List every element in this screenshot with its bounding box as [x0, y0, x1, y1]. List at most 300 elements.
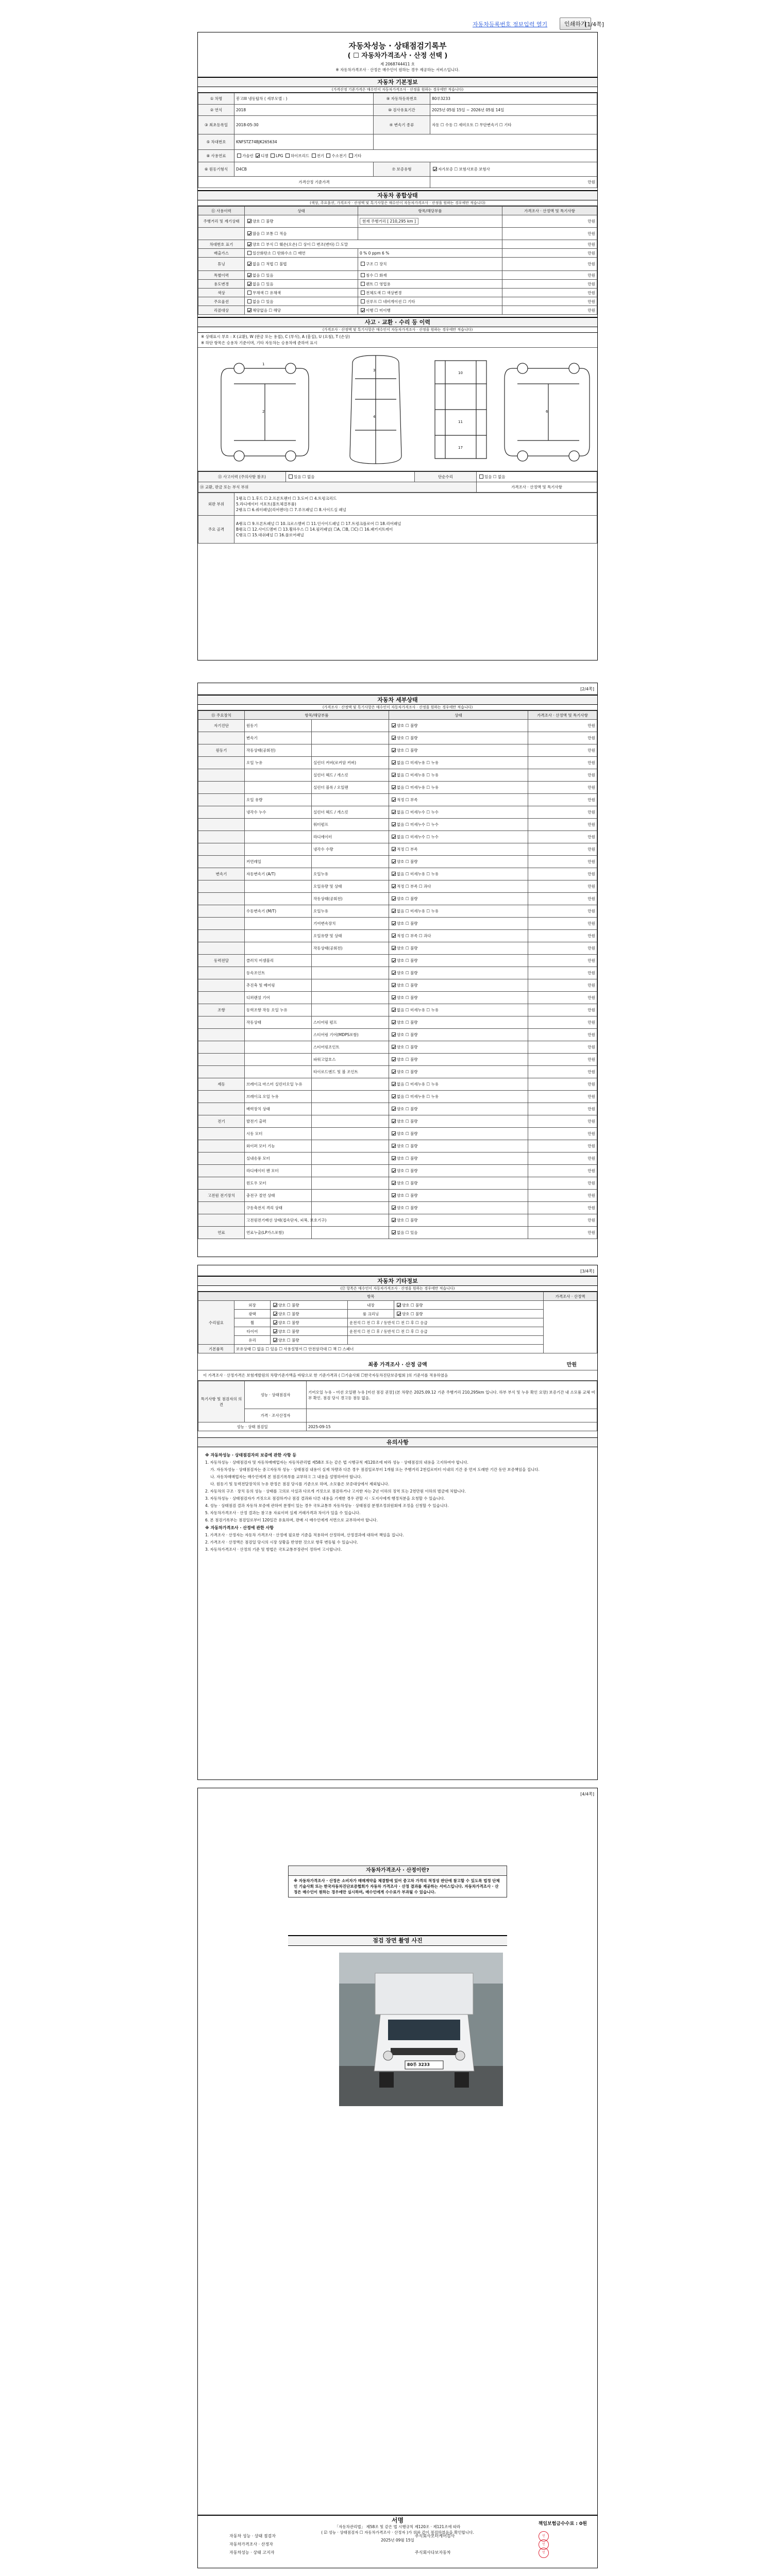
device-state [389, 831, 528, 843]
detail-row [198, 782, 597, 794]
device-item: 윈도우 모터 [245, 1177, 312, 1190]
state-text: 양호 ☐ 불량 [397, 748, 418, 753]
row-state [245, 228, 358, 240]
device-state [389, 1078, 528, 1091]
repair-state-text: 양호 ☐ 불량 [278, 1320, 299, 1325]
device-item: 수동변속기 (M/T) [245, 905, 312, 918]
won: 만원 [528, 1177, 597, 1190]
won: 만원 [528, 1165, 597, 1177]
device-part [312, 1078, 389, 1091]
accident-legend [198, 333, 597, 348]
device-state [389, 806, 528, 819]
vin: KNFSTZ74BJK265634 [234, 134, 374, 150]
won: 만원 [528, 1128, 597, 1140]
final-price-unit: 만원 [566, 1362, 577, 1368]
checkbox [397, 1303, 401, 1307]
device-group: 자기진단 [198, 720, 245, 732]
item-text: 선루프 ☐ 네비게이션 ☐ 기타 [366, 299, 415, 304]
device-group [198, 942, 245, 955]
repair-item: 룸 크리닝 [348, 1310, 394, 1318]
note-item: 4. 성능 · 상태점검 결과 자동차 보증에 관하여 분쟁이 있는 경우 국토교통부 자동차성능 · 상태점검 분쟁조정위원회에 조정을 신청할 수 있습니다. [205, 1503, 449, 1508]
detail-row [198, 1091, 597, 1103]
device-state [389, 1153, 528, 1165]
state-text: 없음 ☐ 미세누유 ☐ 누유 [397, 773, 439, 777]
appraisal-info-box [288, 1866, 507, 1897]
col-items: 항목 [198, 1292, 544, 1301]
detail-row [198, 744, 597, 757]
won: 만원 [528, 868, 597, 880]
device-state [389, 1227, 528, 1239]
device-part: 스티어링 펌프 [312, 1016, 389, 1029]
state-text: 일산화탄소 ☐ 탄화수소 ☐ 매연 [253, 250, 306, 256]
device-part: 워터펌프 [312, 819, 389, 831]
device-state [389, 843, 528, 856]
device-part: 오일누유 [312, 868, 389, 880]
checkbox [273, 1303, 277, 1307]
device-part: 실린더 커버(로커암 커버) [312, 757, 389, 769]
checkbox [247, 273, 251, 277]
repair-state [271, 1301, 348, 1310]
device-item [245, 769, 312, 782]
col-price: 가격조사 · 산정액 및 특기사항 [528, 711, 597, 720]
device-group [198, 843, 245, 856]
device-part [312, 992, 389, 1004]
checkbox [392, 1082, 396, 1086]
state-text: 양호 ☐ 불량 [397, 896, 418, 901]
state-text: 양호 ☐ 불량 [397, 1218, 418, 1223]
won: 만원 [528, 757, 597, 769]
checkbox [392, 1230, 396, 1234]
state-text: 양호 ☐ 불량 [397, 1107, 418, 1111]
device-group [198, 769, 245, 782]
checkbox [271, 154, 275, 158]
state-text: 없음 ☐ 미세누유 ☐ 누유 [397, 909, 439, 913]
warranty-value: 자가보증 ☐ 보험사보증 보험사 [438, 167, 490, 172]
checkbox [392, 1119, 396, 1123]
row-key: 색상 [198, 289, 245, 297]
label-parts-price: 가격조사 · 산정액 및 특기사항 [477, 482, 597, 493]
device-state [389, 1041, 528, 1054]
detail-row [198, 794, 597, 806]
state-text: 양호 ☐ 불량 [397, 1045, 418, 1049]
checkbox [392, 909, 396, 913]
device-item: 라디에이터 팬 모터 [245, 1165, 312, 1177]
page-4 [197, 1788, 598, 2568]
device-part [312, 979, 389, 992]
won: 만원 [502, 306, 597, 315]
device-part [312, 720, 389, 732]
repair-item: 외장 [234, 1301, 271, 1310]
detail-sub: (가격조사 · 산정액 및 특기사항은 매수인이 자동차가격조사 · 산정을 원하는 경우에만 적습니다) [198, 705, 597, 710]
won: 만원 [528, 1153, 597, 1165]
won: 만원 [528, 720, 597, 732]
device-item [245, 819, 312, 831]
checkbox [392, 1131, 396, 1136]
repair-state [394, 1310, 544, 1318]
basic-info-table [198, 93, 597, 188]
accident-table [198, 471, 597, 493]
inspector-opinion: 기어오일 누유 – 미션 오일팬 누유 [미션 점검 권장] (본 차량은 2025.09.12 기준 주행거리 210,295km 입니다. 하부 부식 및 누유 확인 요망) 보증기간 내 소모품 교체 여부 확인. 점검 당시 경고등 점등 없음. [307, 1381, 597, 1409]
won: 만원 [528, 930, 597, 942]
device-item: 원동기 [245, 720, 312, 732]
device-group [198, 1016, 245, 1029]
checkbox [392, 971, 396, 975]
detail-row [198, 1214, 597, 1227]
detail-row [198, 1165, 597, 1177]
checkbox [392, 1070, 396, 1074]
row-item [358, 289, 502, 297]
simple-repair-state [477, 472, 597, 482]
checkbox [392, 1168, 396, 1173]
won: 만원 [528, 1016, 597, 1029]
state-text: 적정 ☐ 부족 ☐ 과다 [397, 934, 431, 938]
label-first-reg: ③ 최초등록일 [198, 116, 234, 134]
page-2 [197, 683, 598, 1257]
won: 만원 [528, 880, 597, 893]
device-group [198, 1177, 245, 1190]
device-state [389, 942, 528, 955]
state-text: 없음 ☐ 있음 [253, 281, 274, 286]
won: 만원 [502, 280, 597, 289]
won: 만원 [502, 289, 597, 297]
detail-row [198, 1078, 597, 1091]
checkbox [392, 1144, 396, 1148]
device-state [389, 819, 528, 831]
label-year: ② 연식 [198, 105, 234, 116]
device-state [389, 794, 528, 806]
state-text: 없음 ☐ 미세누수 ☐ 누수 [397, 822, 439, 827]
device-state [389, 1115, 528, 1128]
state-text: 양호 ☐ 불량 [397, 946, 418, 951]
note-item: 3. 자동차성능 · 상태점검자가 거짓으로 점검하거나 점검 결과와 다른 내용을 기재한 경우 관할 시 · 도지사에게 행정처분을 요청할 수 있습니다. [205, 1496, 445, 1501]
device-group [198, 732, 245, 744]
device-item [245, 918, 312, 930]
row-item [358, 258, 502, 271]
row-state [245, 240, 502, 249]
device-state [389, 1190, 528, 1202]
repair-item: 유리 [234, 1336, 271, 1345]
won: 만원 [528, 942, 597, 955]
won: 만원 [528, 1004, 597, 1016]
detail-row [198, 880, 597, 893]
inspection-date: 2025-09-15 [307, 1422, 597, 1431]
checkbox [392, 847, 396, 851]
detail-row [198, 942, 597, 955]
state-text: 없음 ☐ 미세누유 ☐ 누유 [397, 760, 439, 765]
state-text: 양호 ☐ 불량 [397, 736, 418, 740]
state-text: 양호 ☐ 불량 [397, 1193, 418, 1198]
checkbox [247, 282, 251, 286]
signer-row [229, 2532, 593, 2540]
signers [229, 2532, 593, 2557]
won: 만원 [528, 744, 597, 757]
detail-row [198, 732, 597, 744]
col-state: 상태 [389, 711, 528, 720]
device-item [245, 942, 312, 955]
detail-row [198, 769, 597, 782]
document-subtitle: ( ☐ 자동차가격조사 · 산정 선택 ) [347, 52, 448, 60]
car-diagram [198, 348, 597, 471]
fuel-hybrid: 하이브리드 [290, 154, 310, 158]
outer-panel-label: 외판 부위 [198, 493, 234, 516]
device-item [245, 880, 312, 893]
state-text: 양호 ☐ 불량 [397, 1181, 418, 1185]
state-text: 없음 ☐ 미세누수 ☐ 누수 [397, 810, 439, 815]
device-state [389, 930, 528, 942]
won: 만원 [528, 1091, 597, 1103]
won: 만원 [502, 240, 597, 249]
won: 만원 [528, 918, 597, 930]
outer-panel-grades [234, 493, 597, 516]
device-item: 동력조향 작동 오일 누유 [245, 1004, 312, 1016]
checkbox [392, 1045, 396, 1049]
won: 만원 [528, 1115, 597, 1128]
checkbox [392, 822, 396, 826]
device-state [389, 1054, 528, 1066]
detail-row [198, 1140, 597, 1153]
device-state [389, 955, 528, 967]
device-group [198, 806, 245, 819]
accident-state [286, 472, 415, 482]
checkbox [273, 1312, 277, 1316]
mark-6: 6 [546, 410, 548, 414]
row-item [358, 297, 502, 306]
row-key: 튜닝 [198, 258, 245, 271]
row-key: 주행거리 및 계기상태 [198, 215, 245, 228]
basic-items: 보유상태 ☐ 없음 ☐ 있음 ☐ 사용설명서 ☐ 안전삼각대 ☐ 잭 ☐ 스패너 [234, 1345, 544, 1353]
signer-role: 자동차성능 · 상태 고지자 [229, 2550, 275, 2555]
won: 만원 [528, 1214, 597, 1227]
won: 만원 [502, 249, 597, 258]
page-3 [197, 1265, 598, 1780]
top-bar [0, 0, 773, 36]
device-item: 작동상태 [245, 1016, 312, 1029]
grade-a: A랭크 ☐ 9.프론트패널 ☐ 10.크로스멤버 ☐ 11.인사이드패널 ☐ 17.트렁크플로어 ☐ 18.리어패널 [236, 521, 401, 526]
signer-name: 주식회사다보자동차 [415, 2550, 451, 2555]
repair-state [271, 1310, 348, 1318]
device-state [389, 1140, 528, 1153]
device-part: 오일유량 및 상태 [312, 880, 389, 893]
checkbox [361, 299, 365, 303]
seal-icon: 인 [539, 2531, 549, 2541]
won: 만원 [528, 893, 597, 905]
col-price: 가격조사 · 산정액 및 특기사항 [502, 207, 597, 215]
device-group [198, 1041, 245, 1054]
inspector-label: 성능 · 상태점검자 [245, 1381, 307, 1409]
device-group: 제동 [198, 1078, 245, 1091]
won: 만원 [528, 1078, 597, 1091]
device-part: 기어변속장치 [312, 918, 389, 930]
device-item: 와이퍼 모터 기능 [245, 1140, 312, 1153]
repair-state-text: 양호 ☐ 불량 [278, 1302, 299, 1308]
device-state [389, 1165, 528, 1177]
detail-row [198, 1103, 597, 1115]
device-group [198, 1214, 245, 1227]
checkbox [247, 242, 251, 246]
checkbox [392, 785, 396, 789]
device-group [198, 794, 245, 806]
device-item: 오일 누유 [245, 757, 312, 769]
page-1 [197, 32, 598, 660]
signer-row [229, 2549, 593, 2557]
state-text: 없음 ☐ 미세누유 ☐ 누유 [397, 872, 439, 876]
fee: 책임보험금수수료 : 0원 [538, 2521, 587, 2527]
checkbox [392, 859, 396, 863]
other-info-sub: (⑰ 항목은 매수인이 자동차가격조사 · 산정을 원하는 경우에만 적습니다) [198, 1286, 597, 1292]
final-price-note: 이 가격조사 · 산정가격은 보험개발원의 차량기준가액을 바탕으로 한 기준가격과 ( ☐기술사회 ☐한국자동차진단보증협회 )의 기준서를 적용하였음 [198, 1370, 597, 1381]
device-state [389, 1029, 528, 1041]
device-item: 브레이크 마스터 실린더오일 누유 [245, 1078, 312, 1091]
detail-row [198, 843, 597, 856]
checkbox [361, 282, 365, 286]
label-car-name: ① 차명 [198, 93, 234, 105]
frame-label: 주요 골격 [198, 516, 234, 544]
state-text: 없음 ☐ 미세누유 ☐ 누유 [397, 1008, 439, 1012]
device-item [245, 930, 312, 942]
device-state [389, 979, 528, 992]
car-outline-diagram [198, 348, 597, 471]
checkbox [392, 798, 396, 802]
device-part [312, 955, 389, 967]
won: 만원 [528, 732, 597, 744]
device-item [245, 893, 312, 905]
checkbox [392, 1032, 396, 1037]
checkbox [247, 262, 251, 266]
device-state [389, 1103, 528, 1115]
checkbox [237, 154, 241, 158]
won: 만원 [528, 1227, 597, 1239]
state-text: 양호 ☐ 불량 [397, 1168, 418, 1173]
won: 만원 [528, 1041, 597, 1054]
row-key: 주요옵션 [198, 297, 245, 306]
col-history: ⑪ 사용이력 [198, 207, 245, 215]
note-item: 나. 자동차매매업자는 매수인에게 본 점검기록부를 교부하고 그 내용을 설명하여야 합니다. [210, 1475, 362, 1479]
detail-row [198, 1066, 597, 1078]
device-part [312, 1227, 389, 1239]
device-part: 냉각수 수량 [312, 843, 389, 856]
fuel-hydrogen: 수소전기 [331, 154, 347, 158]
device-part: 파워고압호스 [312, 1054, 389, 1066]
device-state [389, 918, 528, 930]
vehicle-info-link[interactable]: 자동차등록번호 정보입력 열기 [473, 21, 548, 28]
device-state [389, 1214, 528, 1227]
accident-header: 사고 · 교환 · 수리 등 이력 [198, 317, 597, 327]
checkbox [392, 760, 396, 765]
col-price: 가격조사 · 산정액 [544, 1292, 597, 1301]
detail-row [198, 967, 597, 979]
fuel-options [234, 150, 597, 162]
device-item: 구동축전지 격리 상태 [245, 1202, 312, 1214]
won: 만원 [528, 905, 597, 918]
device-part [312, 1202, 389, 1214]
checkbox [392, 1008, 396, 1012]
state-text: 없음 ☐ 있음 [253, 273, 274, 278]
checkbox [392, 1094, 396, 1098]
detail-row [198, 930, 597, 942]
fuel-lpg: LPG [276, 154, 283, 158]
device-part: 오일누유 [312, 905, 389, 918]
checkbox [392, 736, 396, 740]
inspection-date-label: 성능 · 상태 점검일 [198, 1422, 307, 1431]
state-text: 양호 ☐ 불량 [397, 958, 418, 963]
note-item: 1. 자동차성능 · 상태점검자 및 자동차매매업자는 자동차관리법 제58조 또는 같은 법 시행규칙 제120조에 따라 성능 · 상태점검의 내용을 고지하여야 합니다. [205, 1460, 468, 1465]
condition-sub: (색상, 주요옵션, 가격조사 · 산정액 및 특기사항은 매수인이 자동차가격조사 · 산정을 원하는 경우에만 적습니다) [198, 200, 597, 206]
device-item: 자동변속기 (A/T) [245, 868, 312, 880]
checkbox [397, 1312, 401, 1316]
signer-role: 자동차 성능 · 상태 점검자 [229, 2534, 276, 2538]
legend-line-1: ※ 상태표시 부호 : X (교환), W (판금 또는 용접), C (부식), A (흠집), U (요철), T (손상) [201, 334, 350, 339]
device-group [198, 757, 245, 769]
detail-header: 자동차 세부상태 [198, 694, 597, 705]
device-item: 디퍼렌셜 기어 [245, 992, 312, 1004]
device-state [389, 856, 528, 868]
col-device: ⑮ 주요장치 [198, 711, 245, 720]
state-text: 양호 ☐ 불량 [397, 1020, 418, 1025]
repair-state-text: 양호 ☐ 불량 [278, 1329, 299, 1334]
detail-row [198, 1004, 597, 1016]
special-label: 특기사항 및 점검자의 의견 [198, 1381, 245, 1422]
detail-row [198, 856, 597, 868]
state-text: 적정 ☐ 부족 ☐ 과다 [397, 884, 431, 889]
device-group: 연료 [198, 1227, 245, 1239]
row-key: 특별이력 [198, 271, 245, 280]
state-text: 양호 ☐ 불량 [253, 219, 274, 224]
won: 만원 [502, 297, 597, 306]
device-part [312, 1177, 389, 1190]
wheel-positions: 운전석 ☐ 전 ☐ 후 / 동반석 ☐ 전 ☐ 후 ☐ 응급 [348, 1318, 544, 1327]
device-group [198, 1165, 245, 1177]
device-group [198, 918, 245, 930]
device-item [245, 782, 312, 794]
engine-type: D4CB [234, 162, 374, 177]
checkbox [273, 1320, 277, 1325]
state-text: 양호 ☐ 불량 [397, 1119, 418, 1124]
device-state [389, 893, 528, 905]
state-text: 없음 ☐ 있음 [253, 299, 274, 304]
print-button[interactable]: 인쇄하기 [560, 18, 591, 30]
label-parts: ⑭ 교환, 판금 또는 부식 부위 [198, 482, 477, 493]
mark-2: 2 [262, 410, 265, 414]
device-group [198, 967, 245, 979]
won: 만원 [528, 955, 597, 967]
won: 만원 [502, 215, 597, 228]
label-simple-repair: 단순수리 [415, 472, 477, 482]
note-item: 2. 가격조사 · 산정액은 점검일 당시의 시장 상황을 반영한 것으로 향후 변동될 수 있습니다. [205, 1540, 358, 1545]
checkbox [361, 273, 365, 277]
detail-row [198, 1016, 597, 1029]
checkbox [392, 835, 396, 839]
note-item: 가. 자동차성능 · 상태점검자는 중고자동차 성능 · 상태점검 내용이 실제 차량과 다른 경우 점검일로부터 1개월 또는 주행거리 2천킬로미터 이내의 기간 중 먼저 도래한 기간 동안 보증책임을 집니다. [210, 1467, 540, 1472]
item-text: 침수 ☐ 화재 [366, 273, 387, 278]
detail-row [198, 893, 597, 905]
device-part [312, 744, 389, 757]
device-item: 브레이크 오일 누유 [245, 1091, 312, 1103]
device-part: 스티어링조인트 [312, 1041, 389, 1054]
device-state [389, 880, 528, 893]
grade-2: 2랭크 ☐ 6.쿼터패널(리어펜더) ☐ 7.루프패널 ☐ 8.사이드실 패널 [236, 507, 346, 512]
checkbox [392, 1156, 396, 1160]
row-state [245, 306, 358, 315]
state-text: 양호 ☐ 불량 [397, 1032, 418, 1037]
checkbox [392, 1020, 396, 1024]
device-part: 실린더 블록 / 오일팬 [312, 782, 389, 794]
device-part [312, 1153, 389, 1165]
fuel-gasoline: 가솔린 [242, 154, 254, 158]
won: 만원 [528, 843, 597, 856]
checkbox [247, 308, 251, 312]
won: 만원 [528, 806, 597, 819]
device-part [312, 794, 389, 806]
